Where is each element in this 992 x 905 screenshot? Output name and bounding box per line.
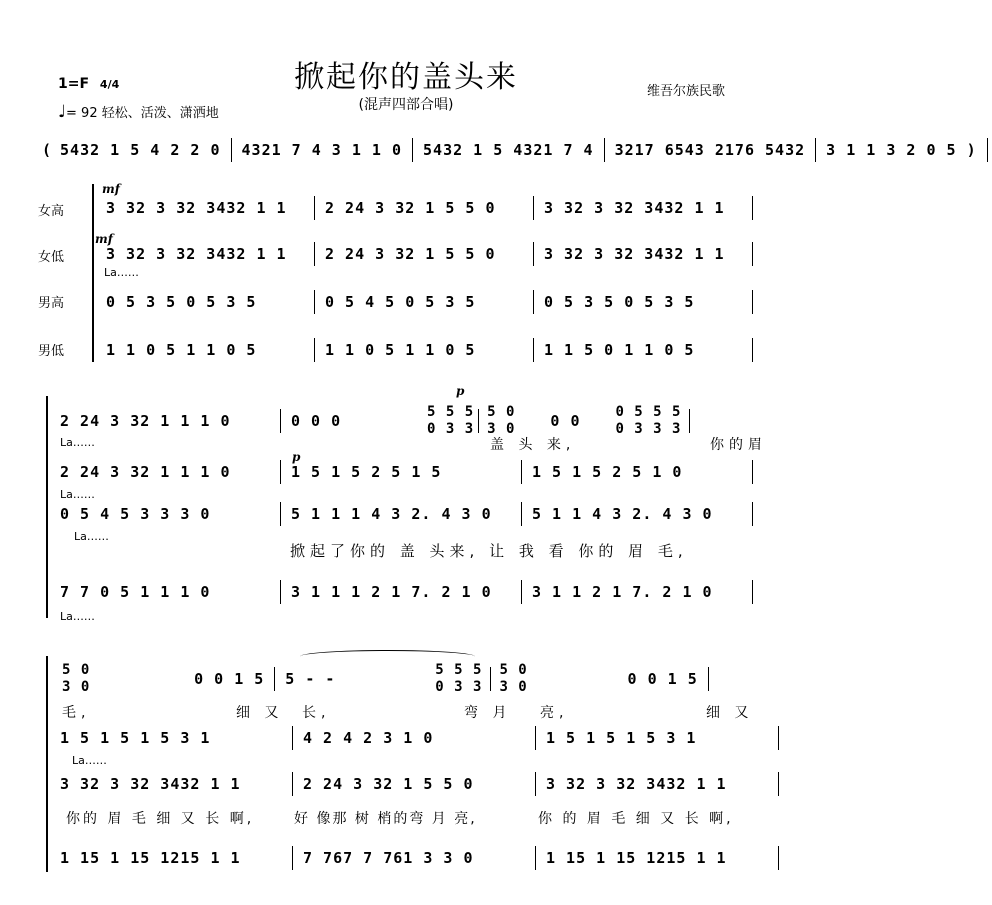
sys3-a-m1: 1 5 1 5 1 5 3 1 xyxy=(60,729,211,747)
intro-measure-5: 3 1 1 3 2 0 5 ) xyxy=(826,141,977,159)
sys2-s-lyric-1: 盖 头 来, xyxy=(490,437,576,453)
sys1-soprano-row xyxy=(100,196,757,220)
part-label-tenor: 男高 xyxy=(38,296,65,311)
key-text: 1=F xyxy=(58,76,90,92)
composer-credit: 维吾尔族民歌 xyxy=(647,84,726,99)
sys3-s-chord-2 xyxy=(431,662,486,696)
sys1-b-m1: 1 1 0 5 1 1 0 5 xyxy=(106,341,257,359)
sys3-s-lyric-3: 长, xyxy=(302,705,331,721)
sys2-a-m1: 2 24 3 32 1 1 1 0 xyxy=(60,463,231,481)
sys3-bass-row xyxy=(54,846,783,870)
sys3-s-chord-1 xyxy=(54,662,98,696)
sys3-a-m2: 4 2 4 2 3 1 0 xyxy=(303,729,434,747)
sys1-alto-row xyxy=(100,242,757,266)
sys3-tenor-lyric-3: 你 的 眉 毛 细 又 长 啊, xyxy=(538,811,734,827)
sys2-s-rests: 0 0 xyxy=(550,412,581,430)
chord-bottom: 0 3 3 3 xyxy=(615,421,682,437)
chord-bottom: 0 3 3 xyxy=(435,679,483,695)
quarter-note-icon: ♩ xyxy=(58,102,67,122)
sys2-t-m3: 5 1 1 4 3 2. 4 3 0 xyxy=(532,505,713,523)
sys3-s-lyric-6: 细 又 xyxy=(706,705,754,721)
dynamic-p-soprano: p xyxy=(456,384,465,398)
sys2-a-m2: 1 5 1 5 2 5 1 5 xyxy=(291,463,442,481)
sys2-s-chord-2 xyxy=(483,404,519,438)
chord-top: 5 5 5 xyxy=(435,662,483,678)
chord-bottom: 3 0 xyxy=(62,679,91,695)
sys2-tenor-lyric: 掀起了你的 盖 头来, 让 我 看 你的 眉 毛, xyxy=(290,542,688,560)
dynamic-mf-alto: mf xyxy=(95,232,113,246)
la-syllable-2: La…… xyxy=(60,436,95,449)
sys1-a-m2: 2 24 3 32 1 5 5 0 xyxy=(325,245,496,263)
sys1-s-m1: 3 32 3 32 3432 1 1 xyxy=(106,199,287,217)
key-signature xyxy=(58,76,119,92)
chord-top: 5 0 xyxy=(487,404,516,420)
sys3-alto-row xyxy=(54,726,783,750)
sys2-b-m3: 3 1 1 2 1 7. 2 1 0 xyxy=(532,583,713,601)
chord-bottom: 3 0 xyxy=(499,679,528,695)
sys3-s-m3b: 0 0 1 5 xyxy=(627,670,698,688)
sys3-s-chord-3 xyxy=(495,662,531,696)
intro-open-paren: ( xyxy=(42,141,53,159)
sys3-tenor-lyric-2: 好 像那 树 梢的弯 月 亮, xyxy=(294,811,477,827)
sys3-t-m2: 2 24 3 32 1 5 5 0 xyxy=(303,775,474,793)
sys3-soprano-row xyxy=(54,662,713,696)
sys3-s-lyric-5: 亮, xyxy=(540,705,569,721)
part-label-alto: 女低 xyxy=(38,250,65,265)
system-1-bracket xyxy=(92,184,94,362)
la-syllable-3: La…… xyxy=(60,488,95,501)
sys2-s-chord-3 xyxy=(611,404,685,438)
sys1-b-m3: 1 1 5 0 1 1 0 5 xyxy=(544,341,695,359)
chord-top: 5 0 xyxy=(62,662,91,678)
intro-measure-4: 3217 6543 2176 5432 xyxy=(614,141,806,159)
sys3-a-m3: 1 5 1 5 1 5 3 1 xyxy=(546,729,697,747)
song-title: 掀起你的盖头来 xyxy=(294,60,518,95)
intro-measure-2: 4321 7 4 3 1 1 0 xyxy=(241,141,403,159)
tempo-text: = 92 轻松、活泼、潇洒地 xyxy=(66,106,219,121)
sys1-t-m3: 0 5 3 5 0 5 3 5 xyxy=(544,293,695,311)
sys1-bass-row xyxy=(100,338,757,362)
sys1-t-m1: 0 5 3 5 0 5 3 5 xyxy=(106,293,257,311)
system-3-bracket xyxy=(46,656,48,872)
la-syllable-6: La…… xyxy=(72,754,107,767)
tempo-marking xyxy=(58,102,219,122)
sys3-b-m2: 7 767 7 761 3 3 0 xyxy=(303,849,474,867)
sys3-s-m2: 5 - - xyxy=(285,670,336,688)
sys2-s-lyric-2: 你的眉 xyxy=(710,437,767,453)
sys3-b-m1: 1 15 1 15 1215 1 1 xyxy=(60,849,241,867)
dynamic-p-alto: p xyxy=(292,450,301,464)
la-syllable-5: La…… xyxy=(60,610,95,623)
sys3-tenor-row xyxy=(54,772,783,796)
la-syllable-1: La…… xyxy=(104,266,139,279)
sys2-tenor-row xyxy=(54,502,757,526)
sys3-tenor-lyric-1: 你的 眉 毛 细 又 长 啊, xyxy=(66,811,255,827)
sys3-t-m1: 3 32 3 32 3432 1 1 xyxy=(60,775,241,793)
song-subtitle: (混声四部合唱) xyxy=(358,97,454,113)
sys1-a-m1: 3 32 3 32 3432 1 1 xyxy=(106,245,287,263)
sys1-b-m2: 1 1 0 5 1 1 0 5 xyxy=(325,341,476,359)
la-syllable-4: La…… xyxy=(74,530,109,543)
part-label-bass: 男低 xyxy=(38,344,65,359)
sys3-s-lyric-4: 弯 月 xyxy=(464,705,512,721)
sys2-s-m2: 0 0 0 xyxy=(291,412,342,430)
sys2-t-m2: 5 1 1 1 4 3 2. 4 3 0 xyxy=(291,505,492,523)
sys2-soprano-row xyxy=(54,404,694,438)
chord-bottom: 3 0 xyxy=(487,421,516,437)
sys2-bass-row xyxy=(54,580,757,604)
system-2-bracket xyxy=(46,396,48,618)
sys2-b-m1: 7 7 0 5 1 1 1 0 xyxy=(60,583,211,601)
intro-measure-3: 5432 1 5 4321 7 4 xyxy=(423,141,594,159)
dynamic-mf-soprano: mf xyxy=(102,182,120,196)
sys2-s-m1: 2 24 3 32 1 1 1 0 xyxy=(60,412,231,430)
sys3-t-m3: 3 32 3 32 3432 1 1 xyxy=(546,775,727,793)
intro-measure-1: 5432 1 5 4 2 2 0 xyxy=(60,141,221,159)
sys2-t-m1: 0 5 4 5 3 3 3 0 xyxy=(60,505,211,523)
sys2-alto-row xyxy=(54,460,757,484)
sys3-s-lyric-2: 细 又 xyxy=(236,705,284,721)
intro-row xyxy=(40,138,992,162)
time-signature: 4/4 xyxy=(99,78,120,91)
chord-bottom: 0 3 3 xyxy=(427,421,475,437)
sys2-a-m3: 1 5 1 5 2 5 1 0 xyxy=(532,463,683,481)
chord-top: 0 5 5 5 xyxy=(615,404,682,420)
sys1-s-m3: 3 32 3 32 3432 1 1 xyxy=(544,199,725,217)
part-label-soprano: 女高 xyxy=(38,204,65,219)
sys3-b-m3: 1 15 1 15 1215 1 1 xyxy=(546,849,727,867)
sys1-s-m2: 2 24 3 32 1 5 5 0 xyxy=(325,199,496,217)
sys3-s-lyric-1: 毛, xyxy=(62,705,91,721)
sys2-s-chord-1 xyxy=(427,404,474,438)
sys3-s-m1b: 0 0 1 5 xyxy=(194,670,265,688)
chord-top: 5 5 5 xyxy=(427,404,475,420)
sys1-tenor-row xyxy=(100,290,757,314)
sys1-a-m3: 3 32 3 32 3432 1 1 xyxy=(544,245,725,263)
sys1-t-m2: 0 5 4 5 0 5 3 5 xyxy=(325,293,476,311)
chord-top: 5 0 xyxy=(499,662,528,678)
sys2-b-m2: 3 1 1 1 2 1 7. 2 1 0 xyxy=(291,583,492,601)
